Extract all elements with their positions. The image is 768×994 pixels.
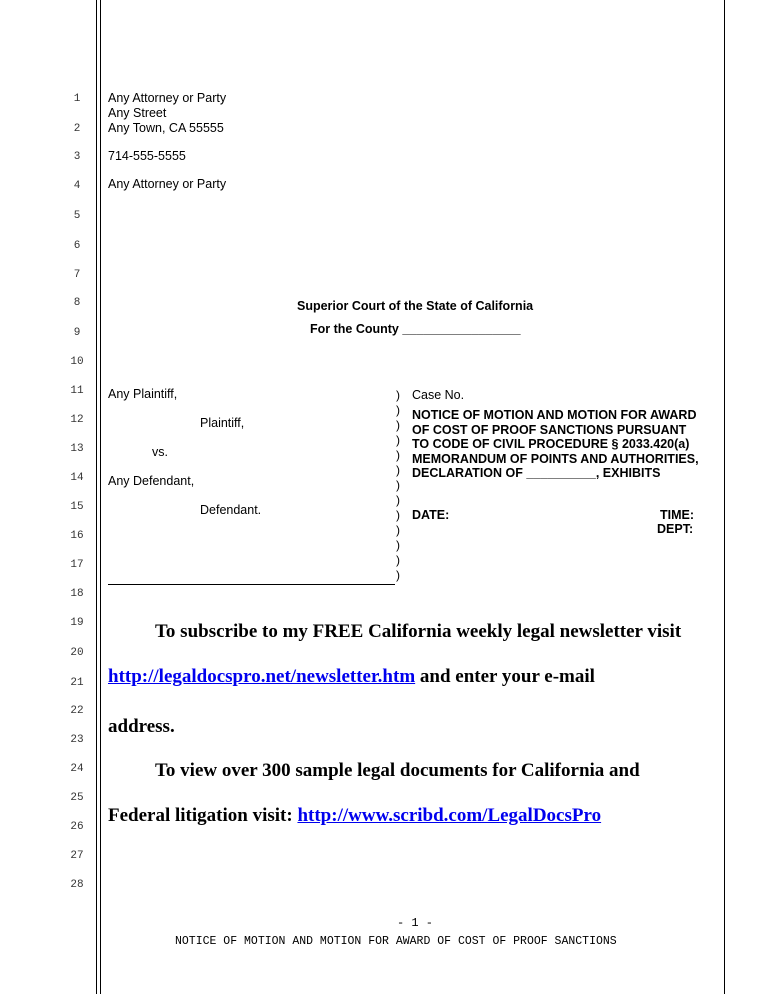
caption-defendant: Any Defendant,	[108, 474, 195, 488]
line-number: 19	[70, 617, 84, 629]
caption-paren: )	[396, 463, 400, 477]
caption-paren: )	[396, 448, 400, 462]
line-number: 27	[70, 850, 84, 862]
line-number: 6	[73, 240, 81, 252]
hearing-date-label: DATE:	[412, 508, 450, 522]
attorney-name: Any Attorney or Party	[108, 91, 227, 105]
caption-paren: )	[396, 523, 400, 537]
line-number: 20	[70, 647, 84, 659]
document-title: NOTICE OF MOTION AND MOTION FOR AWARD OF COST OF PROOF SANCTIONS PURSUANT TO CODE OF CIVIL PROCEDURE § 2033.420(a) MEMORANDUM OF POINTS AND AUTHORITIES, DECLARATION OF __________, EXHIBITS	[412, 408, 699, 480]
line-number: 4	[73, 180, 81, 192]
line-number: 13	[70, 443, 84, 455]
attorney-city: Any Town, CA 55555	[108, 121, 224, 135]
line-number: 22	[70, 705, 84, 717]
line-number: 9	[73, 327, 81, 339]
line-number: 15	[70, 501, 84, 513]
caption-paren: )	[396, 433, 400, 447]
attorney-phone: 714-555-5555	[108, 149, 186, 163]
line-number: 16	[70, 530, 84, 542]
caption-paren: )	[396, 568, 400, 582]
newsletter-link[interactable]: http://legaldocspro.net/newsletter.htm	[108, 666, 416, 687]
documents-paragraph-prefix: Federal litigation visit:	[108, 805, 298, 826]
attorney-street: Any Street	[108, 106, 167, 120]
caption-vs: vs.	[152, 445, 168, 459]
caption-bottom-line	[108, 584, 395, 585]
line-number: 14	[70, 472, 84, 484]
case-number-label: Case No.	[412, 388, 465, 402]
caption-paren: )	[396, 553, 400, 567]
attorney-for-party: Any Attorney or Party	[108, 177, 227, 191]
newsletter-paragraph-line3: address.	[108, 716, 175, 737]
footer-title: NOTICE OF MOTION AND MOTION FOR AWARD OF COST OF PROOF SANCTIONS	[175, 935, 617, 948]
hearing-time-label: TIME:	[660, 508, 695, 522]
hearing-dept-label: DEPT:	[657, 522, 694, 536]
line-number: 10	[70, 356, 84, 368]
line-number: 2	[73, 123, 81, 135]
line-number: 26	[70, 821, 84, 833]
left-margin-rule-outer	[96, 0, 97, 994]
page-number: - 1 -	[397, 916, 434, 930]
line-number: 23	[70, 734, 84, 746]
line-number: 1	[73, 93, 81, 105]
caption-defendant-label: Defendant.	[200, 503, 262, 517]
line-number: 18	[70, 588, 84, 600]
line-number: 7	[73, 269, 81, 281]
caption-plaintiff: Any Plaintiff,	[108, 387, 178, 401]
newsletter-paragraph-line1: To subscribe to my FREE California weekly legal newsletter visit	[155, 621, 682, 642]
court-county: For the County _________________	[310, 322, 521, 336]
newsletter-paragraph-line2	[108, 666, 595, 688]
documents-paragraph-line1: To view over 300 sample legal documents for California and	[155, 760, 640, 781]
caption-paren: )	[396, 403, 400, 417]
line-number: 3	[73, 151, 81, 163]
newsletter-paragraph-rest: and enter your e-mail	[415, 666, 595, 687]
left-margin-rule-inner	[100, 0, 101, 994]
scribd-link[interactable]: http://www.scribd.com/LegalDocsPro	[297, 805, 602, 826]
line-number: 11	[70, 385, 84, 397]
line-number: 21	[70, 677, 84, 689]
caption-paren: )	[396, 538, 400, 552]
caption-plaintiff-label: Plaintiff,	[200, 416, 245, 430]
documents-paragraph-line2	[108, 805, 601, 827]
caption-paren: )	[396, 508, 400, 522]
caption-paren: )	[396, 418, 400, 432]
court-name: Superior Court of the State of California	[297, 299, 534, 313]
line-number: 28	[70, 879, 84, 891]
line-number: 12	[70, 414, 84, 426]
line-number: 24	[70, 763, 84, 775]
caption-paren: )	[396, 388, 400, 402]
caption-paren: )	[396, 493, 400, 507]
line-number: 5	[73, 210, 81, 222]
line-number: 8	[73, 297, 81, 309]
right-margin-rule	[724, 0, 725, 994]
line-number: 25	[70, 792, 84, 804]
line-number: 17	[70, 559, 84, 571]
caption-paren: )	[396, 478, 400, 492]
